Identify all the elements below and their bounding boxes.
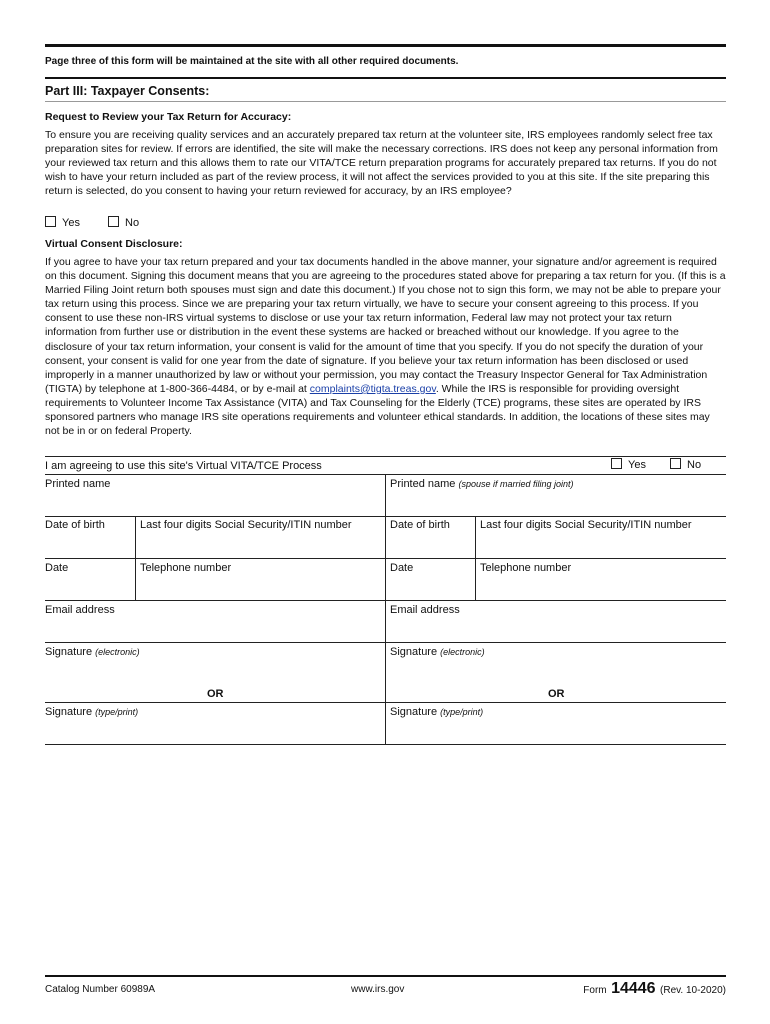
review-no-option[interactable] bbox=[108, 216, 139, 229]
virtual-agree-text: I am agreeing to use this site's Virtual VITA/TCE Process bbox=[45, 460, 322, 472]
review-yes-label: Yes bbox=[62, 217, 80, 229]
part-underline bbox=[45, 101, 726, 102]
table-rule-bottom bbox=[45, 744, 726, 745]
sig-t2-label: Signature bbox=[390, 706, 438, 718]
virtual-heading: Virtual Consent Disclosure: bbox=[45, 238, 183, 250]
review-no-checkbox[interactable] bbox=[108, 216, 119, 227]
review-heading: Request to Review your Tax Return for Accuracy: bbox=[45, 111, 292, 123]
virtual-yes-checkbox[interactable] bbox=[611, 458, 622, 469]
spouse-note: (spouse if married filing joint) bbox=[458, 479, 574, 489]
part-rule bbox=[45, 77, 726, 79]
printed-name-spouse-label: Printed name bbox=[390, 478, 456, 490]
form-revision: (Rev. 10-2020) bbox=[660, 985, 726, 996]
table-rule-6 bbox=[45, 702, 726, 703]
review-body: To ensure you are receiving quality services and an accurately prepared tax return at the volunteer site, IRS employees randomly select free tax preparation sites for review. If errors are identified, the site will make the necessary corrections. IRS does not keep any personal information from your reviewed tax return and this allows them to rate our VITA/TCE return preparation programs for accurately prepared tax returns. If you do not wish to have your return included as part of the review process, it will not affect the services provided to you at this site. If the site preparing this return is selected, do you consent to having your return reviewed for accuracy, by an IRS employee? bbox=[45, 129, 718, 198]
date-spouse-field[interactable]: Date bbox=[390, 562, 414, 574]
sig-e-note: (electronic) bbox=[95, 647, 140, 657]
table-rule-2 bbox=[45, 516, 726, 517]
ssn-field[interactable]: Last four digits Social Security/ITIN number bbox=[140, 519, 352, 531]
part-title: Part III: Taxpayer Consents: bbox=[45, 84, 210, 98]
table-rule-5 bbox=[45, 642, 726, 643]
email-spouse-field[interactable]: Email address bbox=[390, 604, 460, 616]
top-rule bbox=[45, 44, 726, 47]
printed-name-label: Printed name bbox=[45, 478, 111, 490]
or-divider-right: OR bbox=[548, 688, 565, 700]
sig-t2-note: (type/print) bbox=[440, 707, 484, 717]
form-prefix: Form bbox=[583, 985, 607, 996]
form-identifier bbox=[583, 980, 726, 998]
dob-spouse-field[interactable]: Date of birth bbox=[390, 519, 450, 531]
signature-typed-field[interactable] bbox=[45, 706, 138, 718]
phone-field[interactable]: Telephone number bbox=[140, 562, 232, 574]
table-center-divider bbox=[385, 474, 386, 745]
sig-t-label: Signature bbox=[45, 706, 93, 718]
form-number: 14446 bbox=[611, 980, 656, 997]
printed-name-spouse-field[interactable] bbox=[390, 478, 574, 490]
irs-website: www.irs.gov bbox=[351, 984, 405, 995]
phone-spouse-field[interactable]: Telephone number bbox=[480, 562, 572, 574]
review-yes-option[interactable] bbox=[45, 216, 80, 229]
catalog-number: Catalog Number 60989A bbox=[45, 984, 156, 995]
footer-rule bbox=[45, 975, 726, 977]
ssn-spouse-field[interactable]: Last four digits Social Security/ITIN number bbox=[480, 519, 692, 531]
signature-electronic-spouse-field[interactable] bbox=[390, 646, 485, 658]
virtual-yes-label: Yes bbox=[628, 459, 646, 471]
or-divider-left: OR bbox=[207, 688, 224, 700]
virtual-body-text-end: . While the IRS is responsible for providing oversight requirements to Volunteer Income Tax Assistance (VITA) and Tax Counseling for the Elderly (TCE) programs, these sites are operated by IRS sponsored partners who manage IRS site operations requirements and volunteer ethical standards. In addition, the locations of these sites may not be in or on federal Property. bbox=[45, 382, 710, 438]
virtual-yes-option[interactable] bbox=[611, 458, 646, 471]
tigta-email-link[interactable]: complaints@tigta.treas.gov bbox=[309, 382, 436, 395]
sig-e2-label: Signature bbox=[390, 646, 438, 658]
virtual-no-label: No bbox=[687, 459, 702, 471]
table-rule-3 bbox=[45, 558, 726, 559]
virtual-body bbox=[45, 255, 726, 438]
virtual-no-checkbox[interactable] bbox=[670, 458, 681, 469]
sig-t-note: (type/print) bbox=[95, 707, 139, 717]
printed-name-field[interactable] bbox=[45, 478, 110, 490]
review-no-label: No bbox=[125, 217, 140, 229]
review-yes-checkbox[interactable] bbox=[45, 216, 56, 227]
table-rule-4 bbox=[45, 600, 726, 601]
sig-e-label: Signature bbox=[45, 646, 93, 658]
sig-e2-note: (electronic) bbox=[440, 647, 485, 657]
dob-field[interactable]: Date of birth bbox=[45, 519, 105, 531]
signature-electronic-field[interactable] bbox=[45, 646, 140, 658]
agree-top-rule bbox=[45, 456, 726, 457]
page-notice: Page three of this form will be maintained at the site with all other required documents. bbox=[45, 56, 459, 67]
virtual-body-text: If you agree to have your tax return prepared and your tax documents handled in the above manner, your signature and/or agreement is required on this document. Signing this document means that you are agreeing to the procedures stated above for preparing a tax return for you. (If this is a Married Filing Joint return both spouses must sign and date this document.) If you chose not to sign this form, we may not be able to prepare your tax return using this process. Since we are preparing your tax return virtually, we have to secure your consent agreeing to this process. If you consent to use these non-IRS virtual systems to disclose or use your tax return information, Federal law may not protect your tax return information from further use or distribution in the event these systems are hacked or breached without our knowledge. If you agree to the disclosure of your tax return information, your consent is valid for the amount of time that you specify. If you do not specify the duration of your consent, your consent is valid for one year from the date of signature. If you believe your tax return information has been disclosed or used improperly in a manner unauthorized by law or without your permission, you may contact the Treasury Inspector General for Tax Administration (TIGTA) by telephone at 1-800-366-4484, or by e-mail at bbox=[45, 256, 726, 395]
signature-typed-spouse-field[interactable] bbox=[390, 706, 483, 718]
virtual-no-option[interactable] bbox=[670, 458, 701, 471]
date-field[interactable]: Date bbox=[45, 562, 69, 574]
email-field[interactable]: Email address bbox=[45, 604, 115, 616]
